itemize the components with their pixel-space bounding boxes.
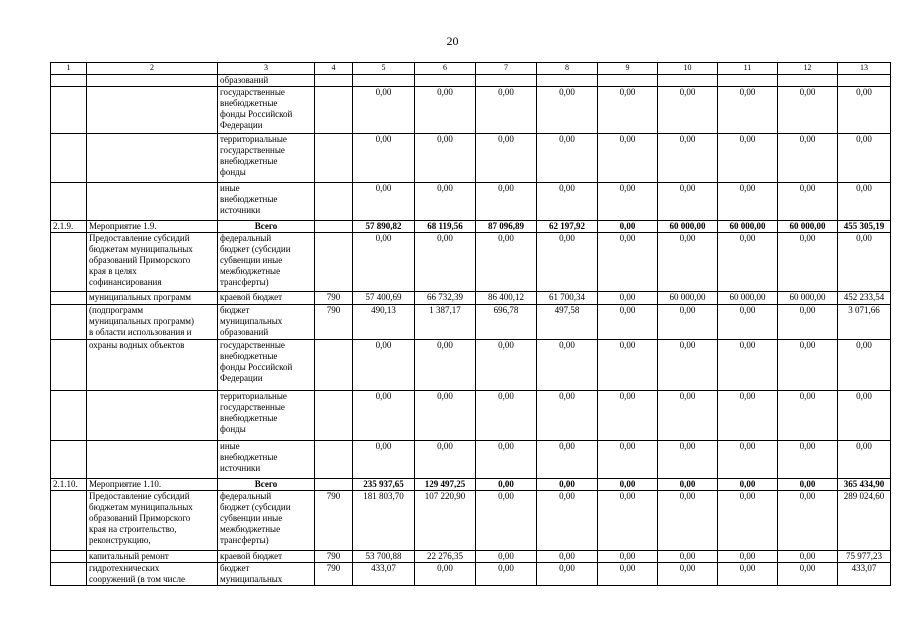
value-cell: 0,00 xyxy=(658,551,718,563)
description-cell: муниципальных программ xyxy=(87,292,218,305)
table-row xyxy=(51,75,891,87)
funding-source-cell: образований xyxy=(218,75,315,87)
value-cell: 0,00 xyxy=(415,441,476,479)
value-cell: 0,00 xyxy=(353,183,415,221)
header-cell: 7 xyxy=(476,63,537,75)
value-cell: 0,00 xyxy=(476,391,537,441)
description-cell: Предоставление субсидий бюджетам муниципальных образований Приморского края на строительство, реконструкцию, xyxy=(87,491,218,551)
value-cell: 0,00 xyxy=(415,233,476,292)
description-cell xyxy=(87,87,218,134)
value-cell: 60 000,00 xyxy=(658,292,718,305)
funding-source-cell: государственные внебюджетные фонды Российской Федерации xyxy=(218,340,315,391)
value-cell: 0,00 xyxy=(537,563,598,586)
value-cell xyxy=(415,75,476,87)
value-cell: 0,00 xyxy=(415,183,476,221)
value-cell: 0,00 xyxy=(598,305,658,340)
value-cell: 0,00 xyxy=(658,441,718,479)
value-cell: 0,00 xyxy=(598,183,658,221)
value-cell: 0,00 xyxy=(718,479,778,491)
value-cell: 0,00 xyxy=(415,340,476,391)
value-cell: 57 400,69 xyxy=(353,292,415,305)
budget-table xyxy=(50,62,891,586)
value-cell: 0,00 xyxy=(658,233,718,292)
value-cell: 0,00 xyxy=(415,87,476,134)
value-cell xyxy=(598,75,658,87)
value-cell: 497,58 xyxy=(537,305,598,340)
code-cell xyxy=(315,340,353,391)
value-cell: 0,00 xyxy=(778,479,838,491)
value-cell: 0,00 xyxy=(658,563,718,586)
value-cell: 62 197,92 xyxy=(537,221,598,233)
value-cell: 0,00 xyxy=(658,87,718,134)
value-cell: 0,00 xyxy=(658,479,718,491)
funding-source-cell: Всего xyxy=(218,479,315,491)
value-cell xyxy=(537,75,598,87)
value-cell: 0,00 xyxy=(353,340,415,391)
code-cell xyxy=(315,183,353,221)
funding-source-cell: территориальные государственные внебюджетные фонды xyxy=(218,134,315,183)
value-cell: 0,00 xyxy=(353,441,415,479)
value-cell xyxy=(353,75,415,87)
code-cell xyxy=(315,441,353,479)
value-cell: 0,00 xyxy=(598,391,658,441)
value-cell: 0,00 xyxy=(476,441,537,479)
item-code-cell xyxy=(51,551,87,563)
value-cell: 0,00 xyxy=(537,391,598,441)
value-cell: 75 977,23 xyxy=(838,551,891,563)
item-code-cell xyxy=(51,134,87,183)
header-cell: 3 xyxy=(218,63,315,75)
value-cell: 0,00 xyxy=(537,134,598,183)
value-cell: 0,00 xyxy=(476,563,537,586)
code-cell xyxy=(315,479,353,491)
value-cell: 0,00 xyxy=(537,340,598,391)
value-cell: 0,00 xyxy=(778,340,838,391)
funding-source-cell: бюджет муниципальных образований xyxy=(218,305,315,340)
table-row xyxy=(51,563,891,586)
item-code-cell xyxy=(51,305,87,340)
value-cell: 0,00 xyxy=(598,551,658,563)
funding-source-cell: бюджет муниципальных xyxy=(218,563,315,586)
value-cell: 0,00 xyxy=(537,491,598,551)
value-cell xyxy=(658,75,718,87)
funding-source-cell: краевой бюджет xyxy=(218,551,315,563)
value-cell: 0,00 xyxy=(537,87,598,134)
value-cell: 61 700,34 xyxy=(537,292,598,305)
header-cell: 10 xyxy=(658,63,718,75)
value-cell: 0,00 xyxy=(353,87,415,134)
item-code-cell xyxy=(51,391,87,441)
value-cell: 0,00 xyxy=(476,87,537,134)
description-cell: (подпрограмм муниципальных программ) в области использования и xyxy=(87,305,218,340)
code-cell: 790 xyxy=(315,551,353,563)
value-cell: 433,07 xyxy=(838,563,891,586)
value-cell: 0,00 xyxy=(778,491,838,551)
value-cell: 0,00 xyxy=(658,391,718,441)
value-cell: 0,00 xyxy=(476,134,537,183)
value-cell: 0,00 xyxy=(537,551,598,563)
value-cell: 0,00 xyxy=(598,87,658,134)
funding-source-cell: территориальные государственные внебюджетные фонды xyxy=(218,391,315,441)
table-header-row xyxy=(51,63,891,75)
table-row xyxy=(51,221,891,233)
value-cell: 0,00 xyxy=(537,183,598,221)
table-row xyxy=(51,305,891,340)
funding-source-cell: федеральный бюджет (субсидии субвенции иные межбюджетные трансферты) xyxy=(218,491,315,551)
value-cell: 0,00 xyxy=(838,87,891,134)
value-cell: 0,00 xyxy=(476,340,537,391)
value-cell: 0,00 xyxy=(598,340,658,391)
value-cell xyxy=(476,75,537,87)
description-cell xyxy=(87,391,218,441)
code-cell: 790 xyxy=(315,563,353,586)
value-cell: 129 497,25 xyxy=(415,479,476,491)
item-code-cell xyxy=(51,233,87,292)
value-cell: 0,00 xyxy=(778,183,838,221)
value-cell: 0,00 xyxy=(718,233,778,292)
value-cell: 0,00 xyxy=(718,134,778,183)
value-cell: 0,00 xyxy=(718,305,778,340)
value-cell: 289 024,60 xyxy=(838,491,891,551)
value-cell: 0,00 xyxy=(658,305,718,340)
value-cell: 0,00 xyxy=(718,563,778,586)
value-cell: 66 732,39 xyxy=(415,292,476,305)
table-row xyxy=(51,134,891,183)
value-cell: 0,00 xyxy=(476,491,537,551)
value-cell: 455 305,19 xyxy=(838,221,891,233)
value-cell: 0,00 xyxy=(415,563,476,586)
value-cell: 0,00 xyxy=(658,134,718,183)
description-cell: капитальный ремонт xyxy=(87,551,218,563)
value-cell: 0,00 xyxy=(718,491,778,551)
code-cell xyxy=(315,87,353,134)
value-cell: 0,00 xyxy=(778,441,838,479)
value-cell: 60 000,00 xyxy=(718,221,778,233)
page-number: 20 xyxy=(446,34,459,48)
value-cell: 68 119,56 xyxy=(415,221,476,233)
value-cell: 0,00 xyxy=(838,391,891,441)
item-code-cell xyxy=(51,292,87,305)
header-cell: 5 xyxy=(353,63,415,75)
value-cell: 235 937,65 xyxy=(353,479,415,491)
value-cell: 86 400,12 xyxy=(476,292,537,305)
funding-source-cell: Всего xyxy=(218,221,315,233)
code-cell: 790 xyxy=(315,292,353,305)
value-cell: 365 434,90 xyxy=(838,479,891,491)
value-cell xyxy=(838,75,891,87)
value-cell: 0,00 xyxy=(353,233,415,292)
table-row xyxy=(51,233,891,292)
value-cell: 0,00 xyxy=(778,391,838,441)
funding-source-cell: иные внебюджетные источники xyxy=(218,441,315,479)
value-cell: 0,00 xyxy=(778,134,838,183)
value-cell: 0,00 xyxy=(598,491,658,551)
value-cell: 696,78 xyxy=(476,305,537,340)
value-cell: 0,00 xyxy=(718,441,778,479)
value-cell: 0,00 xyxy=(778,87,838,134)
table-row xyxy=(51,183,891,221)
item-code-cell xyxy=(51,75,87,87)
code-cell xyxy=(315,233,353,292)
table-row xyxy=(51,491,891,551)
description-cell: Мероприятие 1.9. xyxy=(87,221,218,233)
table-row xyxy=(51,340,891,391)
item-code-cell: 2.1.10. xyxy=(51,479,87,491)
value-cell: 60 000,00 xyxy=(778,292,838,305)
code-cell xyxy=(315,134,353,183)
value-cell: 0,00 xyxy=(537,233,598,292)
value-cell: 1 387,17 xyxy=(415,305,476,340)
table-row xyxy=(51,551,891,563)
value-cell: 0,00 xyxy=(718,183,778,221)
value-cell: 0,00 xyxy=(353,391,415,441)
header-cell: 1 xyxy=(51,63,87,75)
value-cell: 22 276,35 xyxy=(415,551,476,563)
header-cell: 11 xyxy=(718,63,778,75)
value-cell: 0,00 xyxy=(476,551,537,563)
value-cell: 0,00 xyxy=(476,479,537,491)
value-cell: 57 890,82 xyxy=(353,221,415,233)
table-row xyxy=(51,87,891,134)
value-cell: 60 000,00 xyxy=(718,292,778,305)
item-code-cell xyxy=(51,563,87,586)
value-cell: 53 700,88 xyxy=(353,551,415,563)
value-cell: 0,00 xyxy=(778,305,838,340)
value-cell: 0,00 xyxy=(476,183,537,221)
value-cell: 3 071,66 xyxy=(838,305,891,340)
description-cell xyxy=(87,75,218,87)
code-cell xyxy=(315,391,353,441)
value-cell: 0,00 xyxy=(353,134,415,183)
header-cell: 6 xyxy=(415,63,476,75)
value-cell: 0,00 xyxy=(658,183,718,221)
code-cell: 790 xyxy=(315,305,353,340)
table-row xyxy=(51,391,891,441)
value-cell: 0,00 xyxy=(415,391,476,441)
value-cell: 0,00 xyxy=(598,292,658,305)
value-cell: 181 803,70 xyxy=(353,491,415,551)
value-cell: 60 000,00 xyxy=(658,221,718,233)
description-cell: гидротехнических сооружений (в том числе xyxy=(87,563,218,586)
value-cell: 452 233,54 xyxy=(838,292,891,305)
value-cell: 0,00 xyxy=(778,551,838,563)
value-cell: 0,00 xyxy=(415,134,476,183)
header-cell: 9 xyxy=(598,63,658,75)
value-cell: 0,00 xyxy=(838,441,891,479)
value-cell: 60 000,00 xyxy=(778,221,838,233)
value-cell: 0,00 xyxy=(838,340,891,391)
value-cell xyxy=(778,75,838,87)
table-row xyxy=(51,441,891,479)
funding-source-cell: федеральный бюджет (субсидии субвенции иные межбюджетные трансферты) xyxy=(218,233,315,292)
description-cell xyxy=(87,441,218,479)
value-cell: 0,00 xyxy=(778,563,838,586)
code-cell xyxy=(315,221,353,233)
funding-source-cell: государственные внебюджетные фонды Российской Федерации xyxy=(218,87,315,134)
header-cell: 4 xyxy=(315,63,353,75)
code-cell: 790 xyxy=(315,491,353,551)
value-cell: 0,00 xyxy=(537,479,598,491)
code-cell xyxy=(315,75,353,87)
value-cell: 0,00 xyxy=(718,391,778,441)
item-code-cell xyxy=(51,183,87,221)
description-cell: охраны водных объектов xyxy=(87,340,218,391)
value-cell: 0,00 xyxy=(658,340,718,391)
description-cell xyxy=(87,183,218,221)
value-cell: 0,00 xyxy=(476,233,537,292)
item-code-cell xyxy=(51,340,87,391)
value-cell: 490,13 xyxy=(353,305,415,340)
value-cell: 0,00 xyxy=(598,479,658,491)
item-code-cell xyxy=(51,491,87,551)
value-cell: 0,00 xyxy=(598,134,658,183)
value-cell: 107 220,90 xyxy=(415,491,476,551)
item-code-cell: 2.1.9. xyxy=(51,221,87,233)
item-code-cell xyxy=(51,441,87,479)
value-cell: 0,00 xyxy=(838,134,891,183)
value-cell: 0,00 xyxy=(658,491,718,551)
description-cell: Предоставление субсидий бюджетам муниципальных образований Приморского края в целях софинансирования xyxy=(87,233,218,292)
table-row xyxy=(51,292,891,305)
header-cell: 13 xyxy=(838,63,891,75)
description-cell: Мероприятие 1.10. xyxy=(87,479,218,491)
value-cell: 0,00 xyxy=(838,183,891,221)
header-cell: 2 xyxy=(87,63,218,75)
value-cell: 0,00 xyxy=(778,233,838,292)
funding-source-cell: иные внебюджетные источники xyxy=(218,183,315,221)
table-row xyxy=(51,479,891,491)
value-cell: 0,00 xyxy=(598,221,658,233)
description-cell xyxy=(87,134,218,183)
value-cell: 0,00 xyxy=(598,441,658,479)
value-cell: 0,00 xyxy=(598,563,658,586)
item-code-cell xyxy=(51,87,87,134)
value-cell: 0,00 xyxy=(598,233,658,292)
value-cell: 0,00 xyxy=(838,233,891,292)
value-cell: 0,00 xyxy=(718,551,778,563)
header-cell: 8 xyxy=(537,63,598,75)
value-cell: 0,00 xyxy=(537,441,598,479)
value-cell: 0,00 xyxy=(718,87,778,134)
value-cell: 87 096,89 xyxy=(476,221,537,233)
header-cell: 12 xyxy=(778,63,838,75)
value-cell xyxy=(718,75,778,87)
value-cell: 0,00 xyxy=(718,340,778,391)
value-cell: 433,07 xyxy=(353,563,415,586)
funding-source-cell: краевой бюджет xyxy=(218,292,315,305)
